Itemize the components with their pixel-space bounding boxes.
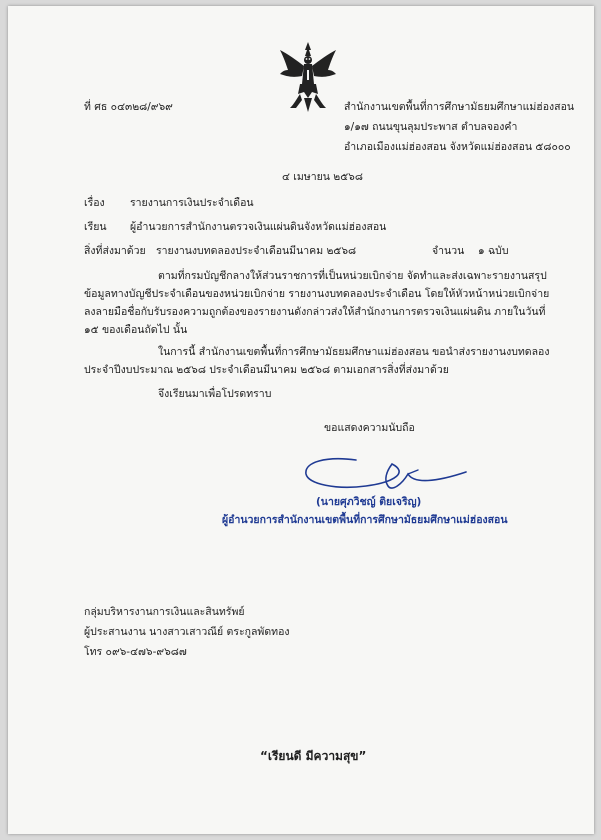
subject-label: เรื่อง	[84, 197, 105, 209]
school-motto: “เรียนดี มีความสุข”	[260, 749, 367, 763]
paragraph-1-line-1: ตามที่กรมบัญชีกลางให้ส่วนราชการที่เป็นหน่วยเบิกจ่าย จัดทำและส่งเฉพาะรายงานสรุป	[158, 270, 547, 282]
paragraph-1-line-4: ๑๕ ของเดือนถัดไป นั้น	[84, 324, 188, 336]
garuda-emblem-icon	[278, 40, 338, 114]
subject-text: รายงานการเงินประจำเดือน	[130, 197, 254, 209]
paragraph-3: จึงเรียนมาเพื่อโปรดทราบ	[158, 388, 272, 400]
quantity-label: จำนวน	[432, 245, 465, 257]
quantity-value: ๑ ฉบับ	[478, 245, 509, 257]
handwritten-signature	[296, 450, 496, 498]
department-name: กลุ่มบริหารงานการเงินและสินทรัพย์	[84, 606, 245, 618]
office-name: สำนักงานเขตพื้นที่การศึกษามัธยมศึกษาแม่ฮ่องสอน	[344, 101, 575, 113]
coordinator-name: ผู้ประสานงาน นางสาวเสาวณีย์ ตระกูลพัดทอง	[84, 626, 290, 638]
enclosure-text: รายงานงบทดลองประจำเดือนมีนาคม ๒๕๖๘	[156, 245, 357, 257]
paragraph-1-line-2: ข้อมูลทางบัญชีประจำเดือนของหน่วยเบิกจ่าย รายงานงบทดลองประจำเดือน โดยให้หัวหน้าหน่วยเบิกจ่าย	[84, 288, 550, 300]
paragraph-2-line-2: ประจำปีงบประมาณ ๒๕๖๘ ประจำเดือนมีนาคม ๒๕๖๘ ตามเอกสารสิ่งที่ส่งมาด้วย	[84, 364, 449, 376]
phone-number: โทร ๐๙๖-๔๗๖-๙๖๘๗	[84, 646, 187, 658]
paragraph-2-line-1: ในการนี้ สำนักงานเขตพื้นที่การศึกษามัธยมศึกษาแม่ฮ่องสอน ขอนำส่งรายงานงบทดลอง	[158, 346, 550, 358]
letter-date: ๔ เมษายน ๒๕๖๘	[282, 171, 363, 183]
closing-phrase: ขอแสดงความนับถือ	[324, 422, 415, 434]
recipient-label: เรียน	[84, 221, 107, 233]
recipient-text: ผู้อำนวยการสำนักงานตรวจเงินแผ่นดินจังหวัดแม่ฮ่องสอน	[130, 221, 387, 233]
signatory-position: ผู้อำนวยการสำนักงานเขตพื้นที่การศึกษามัธยมศึกษาแม่ฮ่องสอน	[222, 514, 508, 526]
signatory-name: (นายศุภวิชญ์ ติยเจริญ)	[316, 496, 422, 508]
office-address-line1: ๑/๑๗ ถนนขุนลุมประพาส ตำบลจองคำ	[344, 121, 518, 133]
paragraph-1-line-3: ลงลายมือชื่อกับรับรองความถูกต้องของรายงานดังกล่าวส่งให้สำนักงานการตรวจเงินแผ่นดิน ภายในวันที่	[84, 306, 546, 318]
enclosure-label: สิ่งที่ส่งมาด้วย	[84, 245, 146, 257]
office-address-line2: อำเภอเมืองแม่ฮ่องสอน จังหวัดแม่ฮ่องสอน ๕๘๐๐๐	[344, 141, 571, 153]
letter-page	[8, 6, 594, 834]
reference-number: ที่ ศธ ๐๔๓๒๘/๙๖๙	[84, 101, 173, 113]
